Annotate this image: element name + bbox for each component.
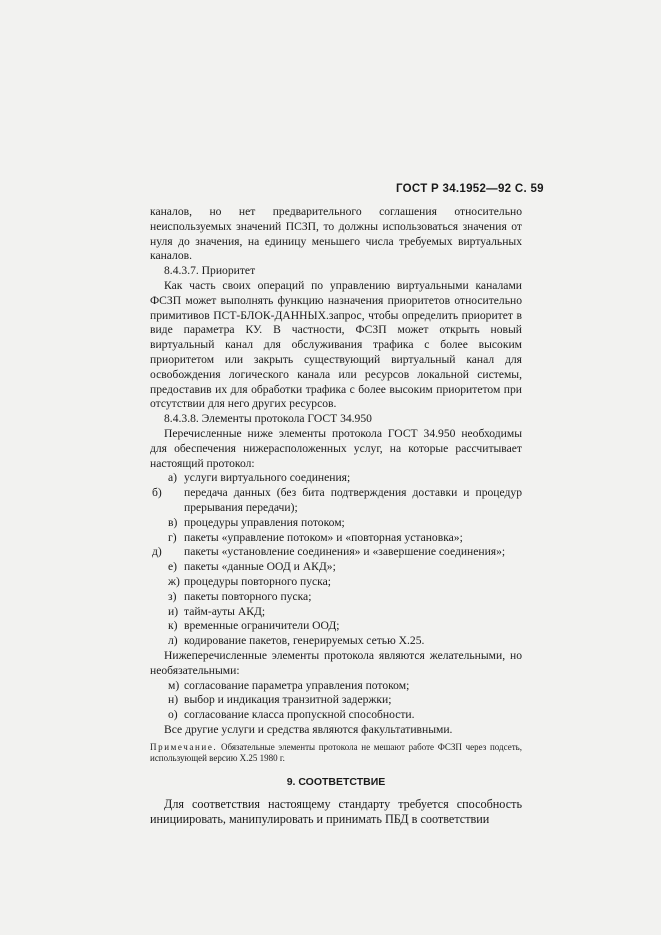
subsection-heading-priority: 8.4.3.7. Приоритет bbox=[164, 264, 256, 278]
list-item: н) выбор и индикация транзитной задержки; bbox=[168, 693, 392, 707]
paragraph-virtual-channels: каналов, но нет предварительного соглашения относительно неиспользуемых значений ПСЗП, то должны использоваться значения от нуля до значения, на единицу меньшего числа требуемых виртуальных каналов. bbox=[150, 205, 522, 263]
paragraph-facultative: Все другие услуги и средства являются факультативными. bbox=[164, 722, 453, 736]
document-body bbox=[150, 205, 522, 827]
paragraph-conformance: Для соответствия настоящему стандарту требуется способность инициировать, манипулировать и принимать ПБД в соответствии bbox=[150, 797, 522, 827]
optional-elements-list bbox=[150, 679, 522, 723]
list-item: к) временные ограничители ООД; bbox=[168, 619, 340, 633]
list-item: б) передача данных (без бита подтверждения доставки и процедур прерывания передачи); bbox=[152, 486, 522, 514]
page-header: ГОСТ Р 34.1952—92 С. 59 bbox=[396, 183, 544, 195]
list-item: в) процедуры управления потоком; bbox=[168, 515, 345, 529]
list-item: а) услуги виртуального соединения; bbox=[168, 471, 351, 485]
note bbox=[150, 742, 522, 765]
list-item: з) пакеты повторного пуска; bbox=[168, 589, 312, 603]
list-item: г) пакеты «управление потоком» и «повторная установка»; bbox=[168, 530, 463, 544]
section-title: 9. СООТВЕТСТВИЕ bbox=[286, 775, 386, 788]
required-elements-list bbox=[150, 471, 522, 649]
list-item: м) согласование параметра управления потоком; bbox=[168, 678, 410, 692]
paragraph-optional-elements: Нижеперечисленные элементы протокола являются желательными, но необязательными: bbox=[150, 648, 522, 677]
paragraph-priority: Как часть своих операций по управлению виртуальными каналами ФСЗП может выполнять функцию назначения приоритетов относительно примитивов ПСТ-БЛОК-ДАННЫХ.запрос, чтобы определить приоритет в виде параметра КУ. В частности, ФСЗП может открыть новый виртуальный канал для обслуживания трафика с более высоким приоритетом или закрыть существующий виртуальный канал для освобождения логического канала или ресурсов локальной системы, предоставив их для обработки трафика с более высоким приоритетом при отсутствии для него других ресурсов. bbox=[150, 278, 522, 411]
list-item: ж) процедуры повторного пуска; bbox=[168, 574, 332, 588]
list-item: о) согласование класса пропускной способности. bbox=[168, 708, 415, 722]
list-item: д) пакеты «установление соединения» и «завершение соединения»; bbox=[152, 545, 506, 559]
note-text: Обязательные элементы протокола не мешают работе ФСЗП через подсеть, использующей версию Х.25 1980 г. bbox=[150, 741, 522, 764]
note-label: Примечание. bbox=[150, 741, 218, 752]
list-item: л) кодирование пакетов, генерируемых сетью Х.25. bbox=[168, 634, 425, 648]
subsection-heading-elements: 8.4.3.8. Элементы протокола ГОСТ 34.950 bbox=[164, 412, 372, 426]
paragraph-required-elements: Перечисленные ниже элементы протокола ГОСТ 34.950 необходимы для обеспечения нижерасположенных услуг, на которые рассчитывает настоящий протокол: bbox=[150, 426, 522, 470]
list-item: и) тайм-ауты АКД; bbox=[168, 604, 266, 618]
list-item: е) пакеты «данные ООД и АКД»; bbox=[168, 560, 336, 574]
